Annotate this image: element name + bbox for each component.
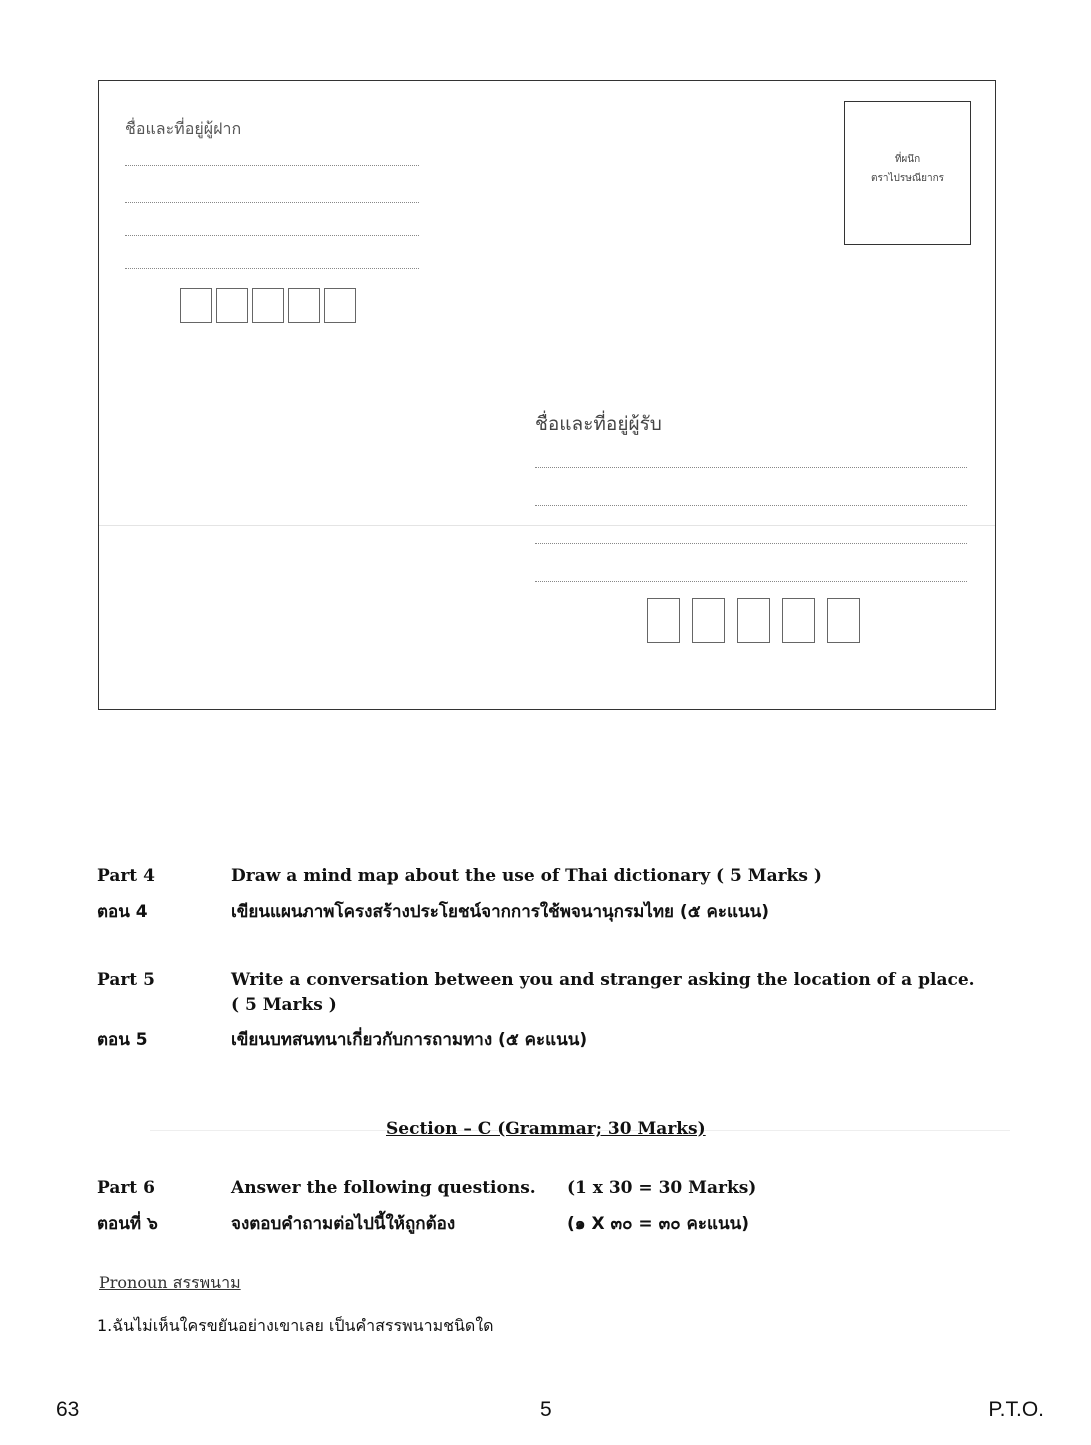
sender-address-line[interactable]: [125, 202, 419, 203]
part6-label-th: ตอนที่ ๖: [97, 1214, 158, 1234]
part5-instruction-en: Write a conversation between you and stranger asking the location of a place.: [231, 970, 975, 990]
postcode-box[interactable]: [737, 598, 770, 643]
postcode-box[interactable]: [252, 288, 284, 323]
recipient-address-label: ชื่อและที่อยู่ผู้รับ: [535, 413, 662, 435]
paper-code: 63: [56, 1398, 80, 1421]
part6-marks-en: (1 x 30 = 30 Marks): [567, 1178, 757, 1198]
sender-address-label: ชื่อและที่อยู่ผู้ฝาก: [125, 119, 242, 138]
postcode-box[interactable]: [180, 288, 212, 323]
part4-instruction-th: เขียนแผนภาพโครงสร้างประโยชน์จากการใช้พจนานุกรมไทย (๕ คะแนน): [231, 902, 769, 922]
pronoun-heading: Pronoun สรรพนาม: [99, 1273, 241, 1292]
sender-address-line[interactable]: [125, 268, 419, 269]
part6-label-en: Part 6: [97, 1178, 155, 1198]
sender-address-line[interactable]: [125, 235, 419, 236]
part5-label-en: Part 5: [97, 970, 155, 990]
recipient-postcode-boxes: [647, 598, 860, 643]
part4-label-th: ตอน 4: [97, 902, 148, 922]
postcode-box[interactable]: [324, 288, 356, 323]
postcode-box[interactable]: [782, 598, 815, 643]
postcode-box[interactable]: [216, 288, 248, 323]
stamp-label-line1: ที่ผนึก: [894, 154, 921, 165]
sender-address-line[interactable]: [125, 165, 419, 166]
sender-postcode-boxes: [180, 288, 356, 323]
part4-instruction-en: Draw a mind map about the use of Thai dictionary ( 5 Marks ): [231, 866, 822, 886]
pto-note: P.T.O.: [988, 1398, 1044, 1421]
part6-instruction-th: จงตอบคำถามต่อไปนี้ให้ถูกต้อง: [231, 1214, 456, 1234]
part5-instruction-th: เขียนบทสนทนาเกี่ยวกับการถามทาง (๕ คะแนน): [231, 1030, 588, 1050]
part6-instruction-en: Answer the following questions.: [231, 1178, 536, 1198]
part6-marks-th: (๑ X ๓๐ = ๓๐ คะแนน): [567, 1214, 749, 1234]
section-c-heading: Section – C (Grammar; 30 Marks): [386, 1119, 706, 1139]
recipient-address-line[interactable]: [535, 505, 967, 506]
envelope-form: [98, 80, 996, 710]
part4-label-en: Part 4: [97, 866, 155, 886]
stamp-box: [844, 101, 971, 245]
postcode-box[interactable]: [827, 598, 860, 643]
part5-marks-en: ( 5 Marks ): [231, 995, 337, 1015]
recipient-address-line[interactable]: [535, 543, 967, 544]
question-1: 1.ฉันไม่เห็นใครขยันอย่างเขาเลย เป็นคำสรรพนามชนิดใด: [97, 1316, 494, 1335]
stamp-label-line2: ตราไปรษณียากร: [871, 173, 944, 184]
page-number: 5: [540, 1398, 552, 1421]
postcode-box[interactable]: [647, 598, 680, 643]
fold-line: [99, 525, 995, 526]
recipient-address-line[interactable]: [535, 467, 967, 468]
part5-label-th: ตอน 5: [97, 1030, 148, 1050]
postcode-box[interactable]: [288, 288, 320, 323]
postcode-box[interactable]: [692, 598, 725, 643]
recipient-address-line[interactable]: [535, 581, 967, 582]
